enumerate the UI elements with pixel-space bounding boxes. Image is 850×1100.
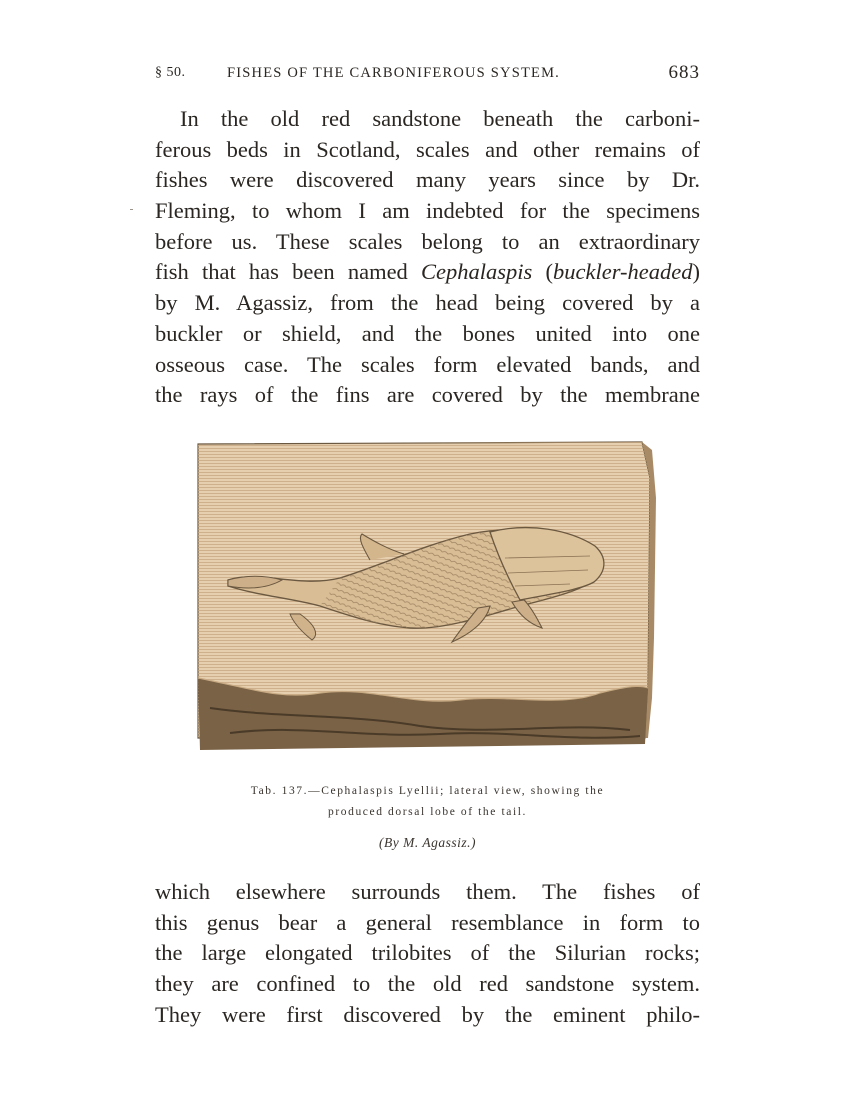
section-number: § 50. bbox=[155, 65, 186, 80]
text-line: the large elongated trilobites of the Silurian rocks; bbox=[155, 940, 700, 966]
text-line: In the old red sandstone beneath the carboni- bbox=[180, 106, 700, 131]
text-line: before us. These scales belong to an extraordinary bbox=[155, 228, 700, 254]
fossil-engraving bbox=[190, 438, 660, 760]
text-line: ferous beds in Scotland, scales and other remains of bbox=[155, 136, 700, 162]
text-fragment: fish that has been named bbox=[155, 259, 422, 285]
text-line: fishes were discovered many years since by Dr. bbox=[155, 167, 700, 193]
chapter-title: FISHES OF THE CARBONIFEROUS SYSTEM. bbox=[227, 65, 560, 81]
margin-mark bbox=[130, 209, 133, 210]
fossil-illustration bbox=[190, 438, 660, 760]
figure-caption-continued: produced dorsal lobe of the tail. bbox=[327, 806, 528, 818]
page-number: 683 bbox=[668, 62, 700, 83]
genus-name: Cephalaspis bbox=[421, 259, 533, 285]
text-line: Fleming, to whom I am indebted for the specimens bbox=[155, 198, 700, 224]
text-line: the rays of the fins are covered by the membrane bbox=[155, 382, 700, 408]
text-fragment: ) bbox=[692, 259, 700, 285]
text-line: They were first discovered by the eminent philo- bbox=[155, 1001, 700, 1027]
text-line: by M. Agassiz, from the head being covered by a bbox=[155, 290, 700, 316]
text-line: buckler or shield, and the bones united into one bbox=[155, 320, 700, 346]
paragraph-bottom bbox=[155, 877, 700, 1030]
text-fragment: ( bbox=[532, 259, 554, 285]
running-head bbox=[155, 62, 700, 86]
text-line: which elsewhere surrounds them. The fishes of bbox=[155, 879, 700, 904]
figure-caption: Tab. 137.—Cephalaspis Lyellii; lateral view, showing the bbox=[250, 785, 605, 797]
text-line: osseous case. The scales form elevated bands, and bbox=[155, 351, 700, 377]
text-line: they are confined to the old red sandstone system. bbox=[155, 971, 700, 997]
text-line-genus bbox=[155, 257, 700, 288]
paragraph-top bbox=[155, 104, 700, 411]
text-line: this genus bear a general resemblance in form to bbox=[155, 909, 700, 935]
figure-credit: (By M. Agassiz.) bbox=[379, 835, 476, 850]
genus-translation: buckler-headed bbox=[553, 259, 693, 285]
